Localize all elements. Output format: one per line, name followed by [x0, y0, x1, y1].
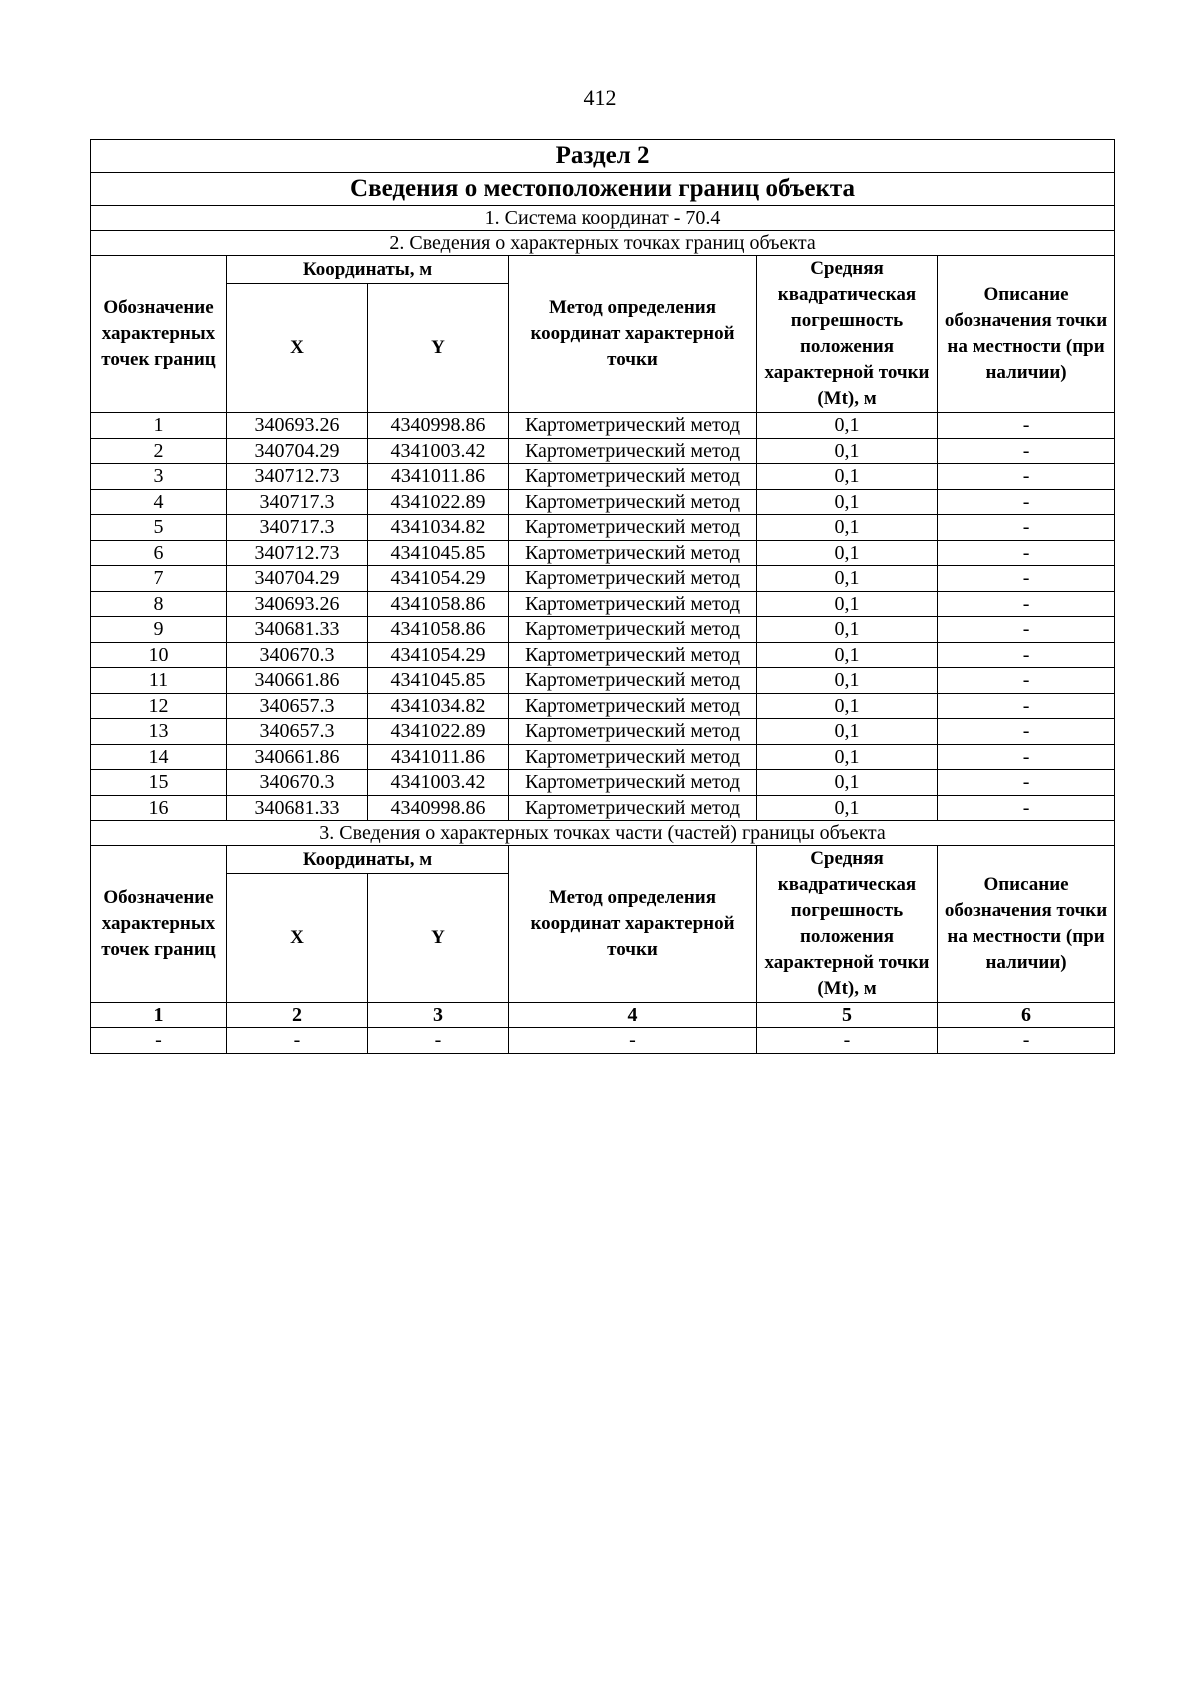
table-row — [91, 515, 1115, 541]
point-method: Картометрический метод — [509, 668, 757, 694]
column-number: 5 — [757, 1003, 938, 1028]
column-numbers-row — [91, 1003, 1115, 1028]
point-y: 4341022.89 — [368, 719, 509, 745]
point-number: 14 — [91, 744, 227, 770]
point-method: Картометрический метод — [509, 413, 757, 439]
point-method: Картометрический метод — [509, 591, 757, 617]
point-desc: - — [938, 719, 1115, 745]
header-description: Описание обозначения точки на местности (при наличии) — [938, 846, 1115, 1003]
point-method: Картометрический метод — [509, 744, 757, 770]
point-x: 340670.3 — [227, 642, 368, 668]
point-y: 4341058.86 — [368, 591, 509, 617]
point-desc: - — [938, 668, 1115, 694]
point-mt: 0,1 — [757, 413, 938, 439]
header-designation: Обозначение характерных точек границ — [91, 256, 227, 413]
table-row — [91, 642, 1115, 668]
column-number: 1 — [91, 1003, 227, 1028]
column-number: 3 — [368, 1003, 509, 1028]
point-method: Картометрический метод — [509, 515, 757, 541]
point-number: 10 — [91, 642, 227, 668]
point-number: 5 — [91, 515, 227, 541]
point-y: 4340998.86 — [368, 413, 509, 439]
header-x: X — [227, 874, 368, 1003]
point-x: - — [227, 1028, 368, 1054]
header-coordinates: Координаты, м — [227, 256, 509, 284]
point-desc: - — [938, 617, 1115, 643]
column-number: 4 — [509, 1003, 757, 1028]
point-desc: - — [938, 438, 1115, 464]
point-y: 4341045.85 — [368, 540, 509, 566]
point-method: - — [509, 1028, 757, 1054]
point-y: 4341034.82 — [368, 515, 509, 541]
point-x: 340704.29 — [227, 566, 368, 592]
point-method: Картометрический метод — [509, 489, 757, 515]
point-y: - — [368, 1028, 509, 1054]
header-method: Метод определения координат характерной точки — [509, 256, 757, 413]
point-mt: 0,1 — [757, 693, 938, 719]
table-row — [91, 795, 1115, 821]
point-number: 15 — [91, 770, 227, 796]
point-x: 340670.3 — [227, 770, 368, 796]
point-mt: 0,1 — [757, 566, 938, 592]
point-x: 340657.3 — [227, 719, 368, 745]
point-desc: - — [938, 693, 1115, 719]
point-desc: - — [938, 413, 1115, 439]
point-method: Картометрический метод — [509, 566, 757, 592]
point-method: Картометрический метод — [509, 795, 757, 821]
table-row — [91, 413, 1115, 439]
table-row — [91, 617, 1115, 643]
point-method: Картометрический метод — [509, 540, 757, 566]
point-y: 4340998.86 — [368, 795, 509, 821]
table-row — [91, 744, 1115, 770]
header-designation: Обозначение характерных точек границ — [91, 846, 227, 1003]
point-mt: 0,1 — [757, 617, 938, 643]
point-mt: 0,1 — [757, 438, 938, 464]
point-desc: - — [938, 464, 1115, 490]
point-mt: 0,1 — [757, 795, 938, 821]
point-x: 340717.3 — [227, 489, 368, 515]
point-mt: 0,1 — [757, 744, 938, 770]
point-x: 340681.33 — [227, 617, 368, 643]
point-desc: - — [938, 591, 1115, 617]
point-desc: - — [938, 515, 1115, 541]
point-y: 4341058.86 — [368, 617, 509, 643]
point-y: 4341003.42 — [368, 770, 509, 796]
point-mt: 0,1 — [757, 591, 938, 617]
point-y: 4341011.86 — [368, 744, 509, 770]
point-mt: 0,1 — [757, 668, 938, 694]
column-number: 2 — [227, 1003, 368, 1028]
point-y: 4341011.86 — [368, 464, 509, 490]
point-number: 6 — [91, 540, 227, 566]
boundary-table — [90, 139, 1115, 1054]
point-method: Картометрический метод — [509, 693, 757, 719]
point-desc: - — [938, 642, 1115, 668]
point-mt: 0,1 — [757, 770, 938, 796]
point-y: 4341022.89 — [368, 489, 509, 515]
point-x: 340704.29 — [227, 438, 368, 464]
coord-system-line: 1. Система координат - 70.4 — [91, 206, 1115, 231]
point-mt: 0,1 — [757, 719, 938, 745]
point-desc: - — [938, 489, 1115, 515]
table-row — [91, 489, 1115, 515]
point-y: 4341034.82 — [368, 693, 509, 719]
point-mt: 0,1 — [757, 464, 938, 490]
point-y: 4341054.29 — [368, 642, 509, 668]
point-x: 340712.73 — [227, 464, 368, 490]
point-mt: 0,1 — [757, 540, 938, 566]
header-error: Средняя квадратическая погрешность положения характерной точки (Mt), м — [757, 846, 938, 1003]
point-mt: 0,1 — [757, 642, 938, 668]
point-method: Картометрический метод — [509, 719, 757, 745]
point-x: 340681.33 — [227, 795, 368, 821]
header-y: Y — [368, 874, 509, 1003]
point-number: - — [91, 1028, 227, 1054]
header-description: Описание обозначения точки на местности (при наличии) — [938, 256, 1115, 413]
section-title: Раздел 2 — [91, 140, 1115, 173]
point-number: 12 — [91, 693, 227, 719]
point-desc: - — [938, 1028, 1115, 1054]
point-x: 340712.73 — [227, 540, 368, 566]
parts-row — [91, 1028, 1115, 1054]
point-x: 340717.3 — [227, 515, 368, 541]
header-y: Y — [368, 284, 509, 413]
point-method: Картометрический метод — [509, 438, 757, 464]
point-y: 4341045.85 — [368, 668, 509, 694]
header-method: Метод определения координат характерной точки — [509, 846, 757, 1003]
point-desc: - — [938, 540, 1115, 566]
table-row — [91, 566, 1115, 592]
table-row — [91, 693, 1115, 719]
point-number: 1 — [91, 413, 227, 439]
point-mt: - — [757, 1028, 938, 1054]
point-mt: 0,1 — [757, 489, 938, 515]
table-row — [91, 438, 1115, 464]
header-error: Средняя квадратическая погрешность положения характерной точки (Mt), м — [757, 256, 938, 413]
point-x: 340661.86 — [227, 744, 368, 770]
point-method: Картометрический метод — [509, 464, 757, 490]
point-desc: - — [938, 770, 1115, 796]
table-row — [91, 464, 1115, 490]
point-desc: - — [938, 566, 1115, 592]
point-method: Картометрический метод — [509, 770, 757, 796]
point-x: 340693.26 — [227, 591, 368, 617]
table-row — [91, 540, 1115, 566]
point-x: 340661.86 — [227, 668, 368, 694]
column-number: 6 — [938, 1003, 1115, 1028]
points-heading: 2. Сведения о характерных точках границ объекта — [91, 231, 1115, 256]
section-subtitle: Сведения о местоположении границ объекта — [91, 173, 1115, 206]
point-method: Картометрический метод — [509, 642, 757, 668]
point-y: 4341054.29 — [368, 566, 509, 592]
point-number: 8 — [91, 591, 227, 617]
point-number: 11 — [91, 668, 227, 694]
point-number: 16 — [91, 795, 227, 821]
point-number: 3 — [91, 464, 227, 490]
table-row — [91, 719, 1115, 745]
page-number: 412 — [583, 85, 617, 110]
table-row — [91, 591, 1115, 617]
table-row — [91, 770, 1115, 796]
point-number: 7 — [91, 566, 227, 592]
point-method: Картометрический метод — [509, 617, 757, 643]
point-number: 2 — [91, 438, 227, 464]
point-desc: - — [938, 795, 1115, 821]
point-x: 340693.26 — [227, 413, 368, 439]
header-coordinates: Координаты, м — [227, 846, 509, 874]
header-x: X — [227, 284, 368, 413]
point-number: 9 — [91, 617, 227, 643]
point-y: 4341003.42 — [368, 438, 509, 464]
point-number: 13 — [91, 719, 227, 745]
parts-heading: 3. Сведения о характерных точках части (частей) границы объекта — [91, 821, 1115, 846]
point-number: 4 — [91, 489, 227, 515]
point-desc: - — [938, 744, 1115, 770]
table-row — [91, 668, 1115, 694]
point-x: 340657.3 — [227, 693, 368, 719]
point-mt: 0,1 — [757, 515, 938, 541]
